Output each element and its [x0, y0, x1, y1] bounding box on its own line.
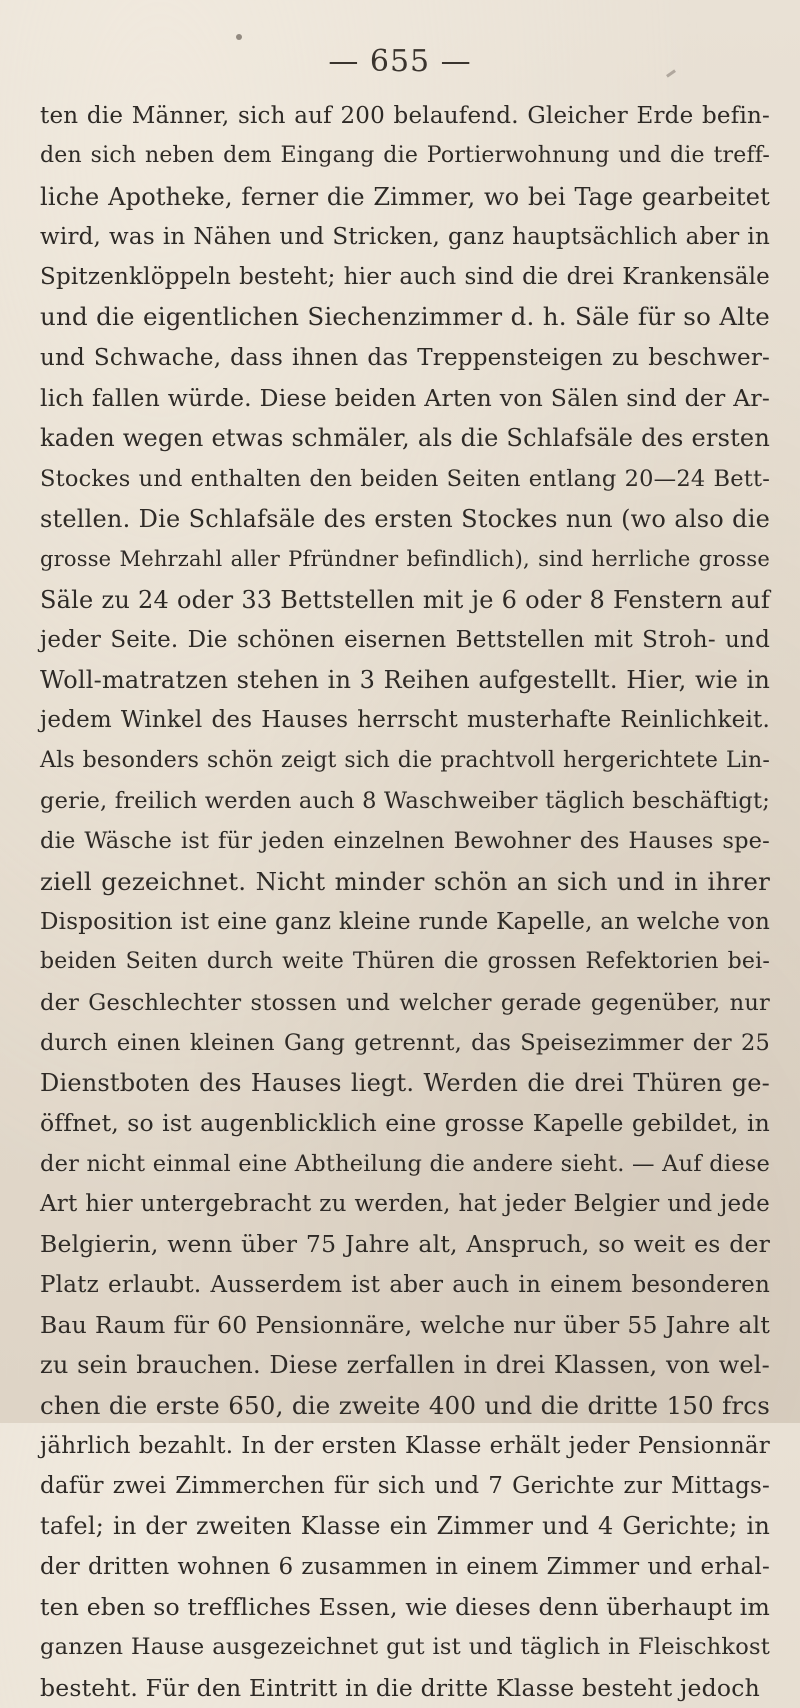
text-line: ten die Männer, sich auf 200 belaufend. Gleicher Erde befin- [40, 103, 770, 129]
text-line: der dritten wohnen 6 zusammen in einem Zimmer und erhal- [40, 1553, 770, 1580]
text-line: beiden Seiten durch weite Thüren die grossen Refektorien bei- [40, 949, 770, 975]
text-line: liche Apotheke, ferner die Zimmer, wo bei Tage gearbeitet [40, 182, 770, 211]
text-line: Spitzenklöppeln besteht; hier auch sind die drei Krankensäle [40, 264, 770, 291]
text-line: Disposition ist eine ganz kleine runde Kapelle, an welche von [40, 908, 770, 935]
text-line: stellen. Die Schlafsäle des ersten Stockes nun (wo also die [40, 504, 770, 533]
text-line: die Wäsche ist für jeden einzelnen Bewohner des Hauses spe- [40, 828, 770, 855]
text-line: ganzen Hause ausgezeichnet gut ist und täglich in Fleischkost [40, 1634, 770, 1661]
text-line: Stockes und enthalten den beiden Seiten entlang 20—24 Bett- [40, 465, 770, 492]
text-line: und Schwache, dass ihnen das Treppensteigen zu beschwer- [40, 344, 770, 371]
text-line: jedem Winkel des Hauses herrscht musterhafte Reinlichkeit. [40, 707, 770, 734]
text-line: Bau Raum für 60 Pensionnäre, welche nur über 55 Jahre alt [40, 1310, 770, 1339]
text-line: Belgierin, wenn über 75 Jahre alt, Anspruch, so weit es der [40, 1230, 770, 1259]
ink-speck [236, 34, 242, 40]
text-line: zu sein brauchen. Diese zerfallen in drei Klassen, von wel- [40, 1351, 770, 1380]
text-line: ziell gezeichnet. Nicht minder schön an sich und in ihrer [40, 866, 770, 896]
text-line: besteht. Für den Eintritt in die dritte Klasse besteht jedoch [40, 1673, 760, 1702]
text-line: Als besonders schön zeigt sich die prachtvoll hergerichtete Lin- [40, 747, 770, 773]
text-line: öffnet, so ist augenblicklich eine grosse Kapelle gebildet, in [40, 1109, 770, 1138]
text-line: tafel; in der zweiten Klasse ein Zimmer und 4 Gerichte; in [40, 1512, 770, 1541]
text-line: ten eben so treffliches Essen, wie dieses denn überhaupt im [40, 1592, 770, 1621]
body-text [40, 96, 770, 1708]
text-line: Dienstboten des Hauses liegt. Werden die drei Thüren ge- [40, 1069, 770, 1098]
text-line: den sich neben dem Eingang die Portierwohnung und die treff- [40, 143, 770, 169]
text-line: gerie, freilich werden auch 8 Waschweiber täglich beschäftigt; [40, 788, 770, 815]
text-line: der Geschlechter stossen und welcher gerade gegenüber, nur [40, 989, 770, 1016]
text-line: Woll-matratzen stehen in 3 Reihen aufgestellt. Hier, wie in [40, 666, 770, 695]
text-line: der nicht einmal eine Abtheilung die andere sieht. — Auf diese [40, 1150, 770, 1177]
text-line: Platz erlaubt. Ausserdem ist aber auch in einem besonderen [40, 1271, 770, 1298]
text-line: chen die erste 650, die zweite 400 und die dritte 150 frcs [40, 1390, 770, 1420]
text-line: dafür zwei Zimmerchen für sich und 7 Gerichte zur Mittags- [40, 1473, 770, 1500]
text-line: jährlich bezahlt. In der ersten Klasse erhält jeder Pensionnär [40, 1432, 770, 1459]
page-number: — 655 — [328, 44, 472, 79]
text-line: Art hier untergebracht zu werden, hat jeder Belgier und jede [40, 1191, 770, 1218]
text-line: grosse Mehrzahl aller Pfründner befindlich), sind herrliche grosse [40, 547, 770, 572]
text-line: und die eigentlichen Siechenzimmer d. h. Säle für so Alte [40, 302, 770, 332]
text-line: lich fallen würde. Diese beiden Arten von Sälen sind der Ar- [40, 384, 770, 413]
text-line: wird, was in Nähen und Stricken, ganz hauptsächlich aber in [40, 223, 770, 250]
text-line: jeder Seite. Die schönen eisernen Bettstellen mit Stroh- und [40, 626, 770, 653]
text-line: Säle zu 24 oder 33 Bettstellen mit je 6 oder 8 Fenstern auf [40, 585, 770, 614]
text-line: durch einen kleinen Gang getrennt, das Speisezimmer der 25 [40, 1029, 770, 1056]
text-line: kaden wegen etwas schmäler, als die Schlafsäle des ersten [40, 424, 770, 453]
